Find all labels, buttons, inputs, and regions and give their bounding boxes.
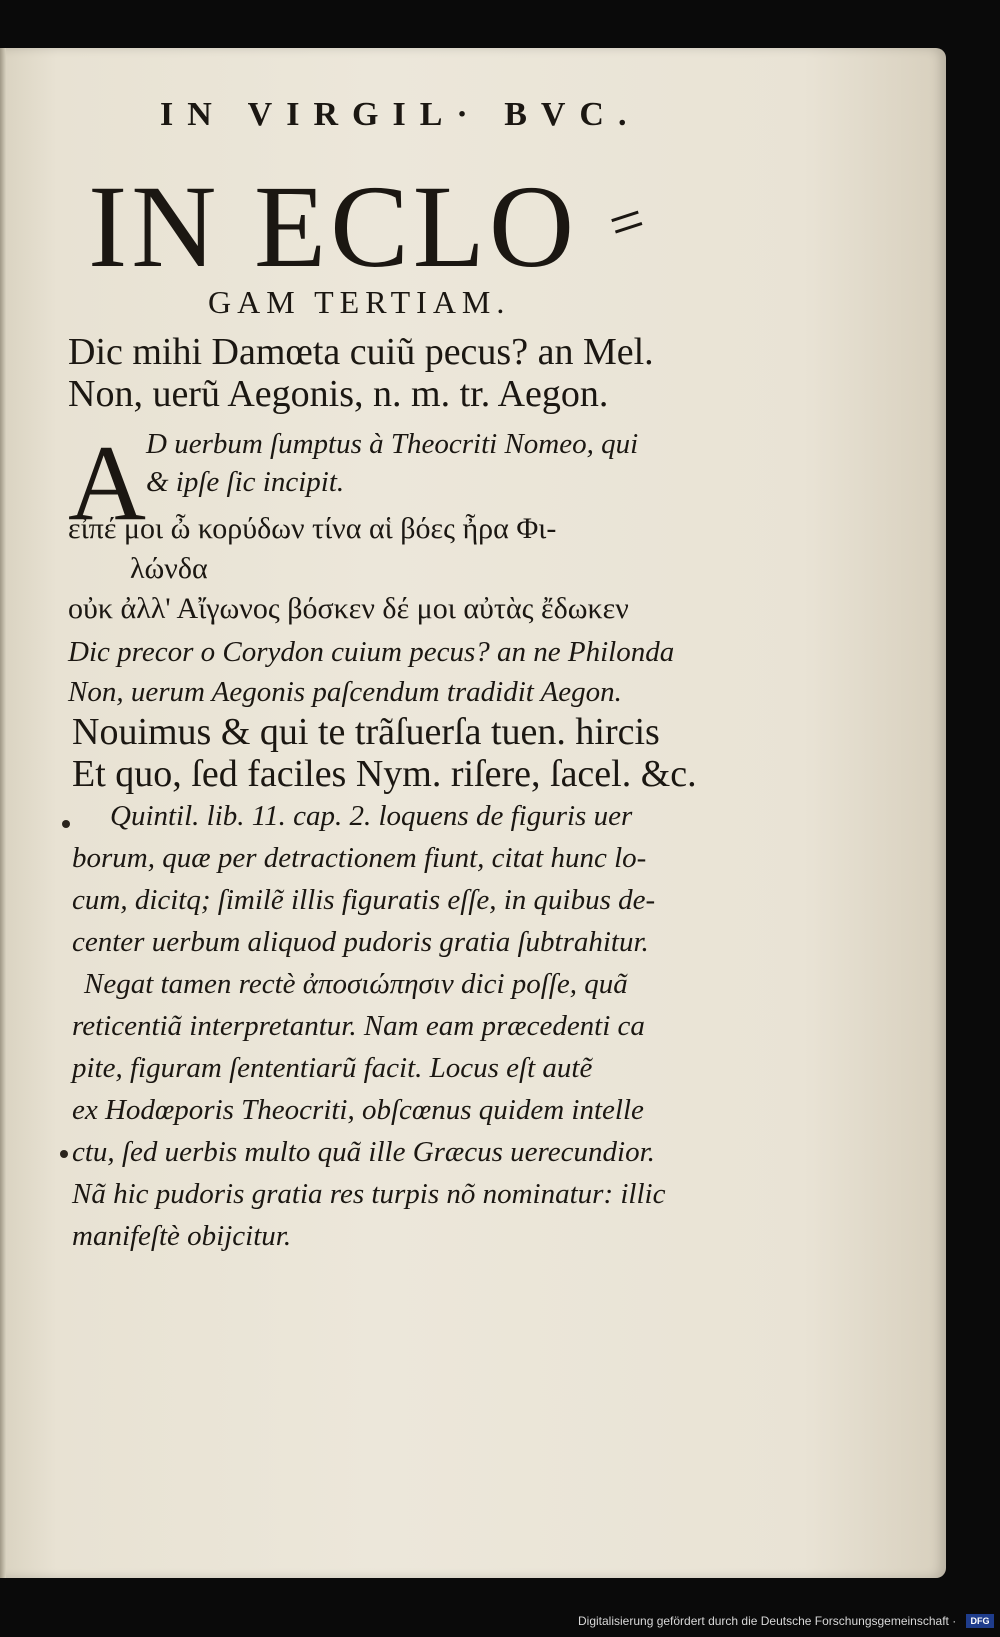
chapter-title: IN ECLO: [88, 161, 579, 292]
verse-line-4: Et quo, ſed faciles Nym. riſere, ſacel. &c.: [72, 753, 697, 795]
running-head: IN VIRGIL· BVC.: [160, 96, 641, 133]
commentary-line: borum, quæ per detractionem fiunt, citat hunc lo-: [72, 842, 647, 874]
commentary-line: reticentiã interpretantur. Nam eam præcedenti ca: [72, 1010, 645, 1042]
title-hyphen: =: [600, 185, 654, 259]
commentary-line: cum, dicitq; ſimilẽ illis figuratis eſſe, in quibus de-: [72, 884, 656, 916]
commentary-line: ctu, ſed uerbis multo quã ille Græcus uerecundior.: [72, 1136, 655, 1168]
verse-line-2: Non, uerũ Aegonis, n. m. tr. Aegon.: [68, 373, 609, 415]
dfg-logo: DFG: [966, 1614, 994, 1628]
book-page: [0, 48, 946, 1578]
latin-translation-2: Non, uerum Aegonis paſcendum tradidit Aegon.: [68, 676, 622, 708]
verse-line-1: Dic mihi Damœta cuiũ pecus? an Mel.: [68, 331, 654, 373]
margin-mark: [62, 820, 70, 828]
greek-line-1: εἰπέ μοι ὦ κορύδων τίνα αἱ βόες ἦρα Φι-: [68, 512, 557, 545]
margin-mark: [60, 1150, 68, 1158]
commentary-line: Quintil. lib. 11. cap. 2. loquens de figuris uer: [110, 800, 633, 832]
page-text: [0, 48, 946, 1578]
commentary-line-1b: & ipſe ſic incipit.: [146, 466, 345, 498]
commentary-line: center uerbum aliquod pudoris gratia ſubtrahitur.: [72, 926, 649, 958]
chapter-subtitle: GAM TERTIAM.: [208, 284, 511, 320]
commentary-line-1a: D uerbum ſumptus à Theocriti Nomeo, qui: [146, 428, 639, 460]
commentary-line: manifeſtè obijcitur.: [72, 1220, 292, 1252]
greek-line-2: λώνδα: [130, 552, 208, 585]
commentary-line: pite, figuram ſententiarũ facit. Locus eſt autẽ: [72, 1052, 593, 1084]
greek-line-3: οὐκ ἀλλ' Αἴγωνος βόσκεν δέ μοι αὐτὰς ἔδωκεν: [68, 592, 629, 625]
verse-line-3: Nouimus & qui te trãſuerſa tuen. hircis: [72, 711, 660, 753]
commentary-line: Nã hic pudoris gratia res turpis nõ nominatur: illic: [72, 1178, 666, 1210]
commentary-line: Negat tamen rectè ἀποσιώπησιν dici poſſe, quã: [84, 968, 628, 1000]
commentary-line: ex Hodœporis Theocriti, obſcœnus quidem intelle: [72, 1094, 644, 1126]
drop-cap: A: [68, 424, 146, 543]
digitization-credit: Digitalisierung gefördert durch die Deutsche Forschungsgemeinschaft ·: [578, 1614, 957, 1628]
latin-translation-1: Dic precor o Corydon cuium pecus? an ne Philonda: [68, 636, 675, 668]
